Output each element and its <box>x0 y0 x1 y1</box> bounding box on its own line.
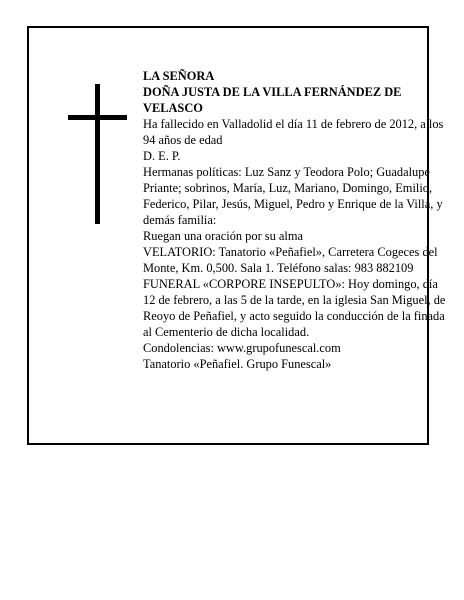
obituary-notice <box>27 26 446 445</box>
cross-icon-bar <box>68 115 127 120</box>
condolences: Condolencias: www.grupofunescal.com <box>143 341 341 355</box>
title-line-1: LA SEÑORA <box>143 69 215 83</box>
velatorio-info: VELATORIO: Tanatorio «Peñafiel», Carretera Cogeces del Monte, Km. 0,500. Sala 1. Teléfono salas: 983 882109 <box>143 245 438 275</box>
death-info: Ha fallecido en Valladolid el día 11 de febrero de 2012, a los 94 años de edad <box>143 117 444 147</box>
funeral-home: Tanatorio «Peñafiel. Grupo Funescal» <box>143 357 332 371</box>
dep: D. E. P. <box>143 149 181 163</box>
deceased-name: DOÑA JUSTA DE LA VILLA FERNÁNDEZ DE VELASCO <box>143 85 402 115</box>
funeral-info: FUNERAL «CORPORE INSEPULTO»: Hoy domingo, día 12 de febrero, a las 5 de la tarde, en la iglesia San Miguel, de Reoyo de Peñafiel, y acto seguido la conducción de la finada al Cementerio de dicha localidad. <box>143 277 446 339</box>
obituary-text <box>143 68 453 372</box>
cross-icon <box>95 84 100 224</box>
family-list: Hermanas políticas: Luz Sanz y Teodora Polo; Guadalupe Priante; sobrinos, María, Luz, Mariano, Domingo, Emilio, Federico, Pilar, Jesús, Miguel, Pedro y Enrique de la Villa, y demás familia: <box>143 165 443 227</box>
prayer-request: Ruegan una oración por su alma <box>143 229 303 243</box>
